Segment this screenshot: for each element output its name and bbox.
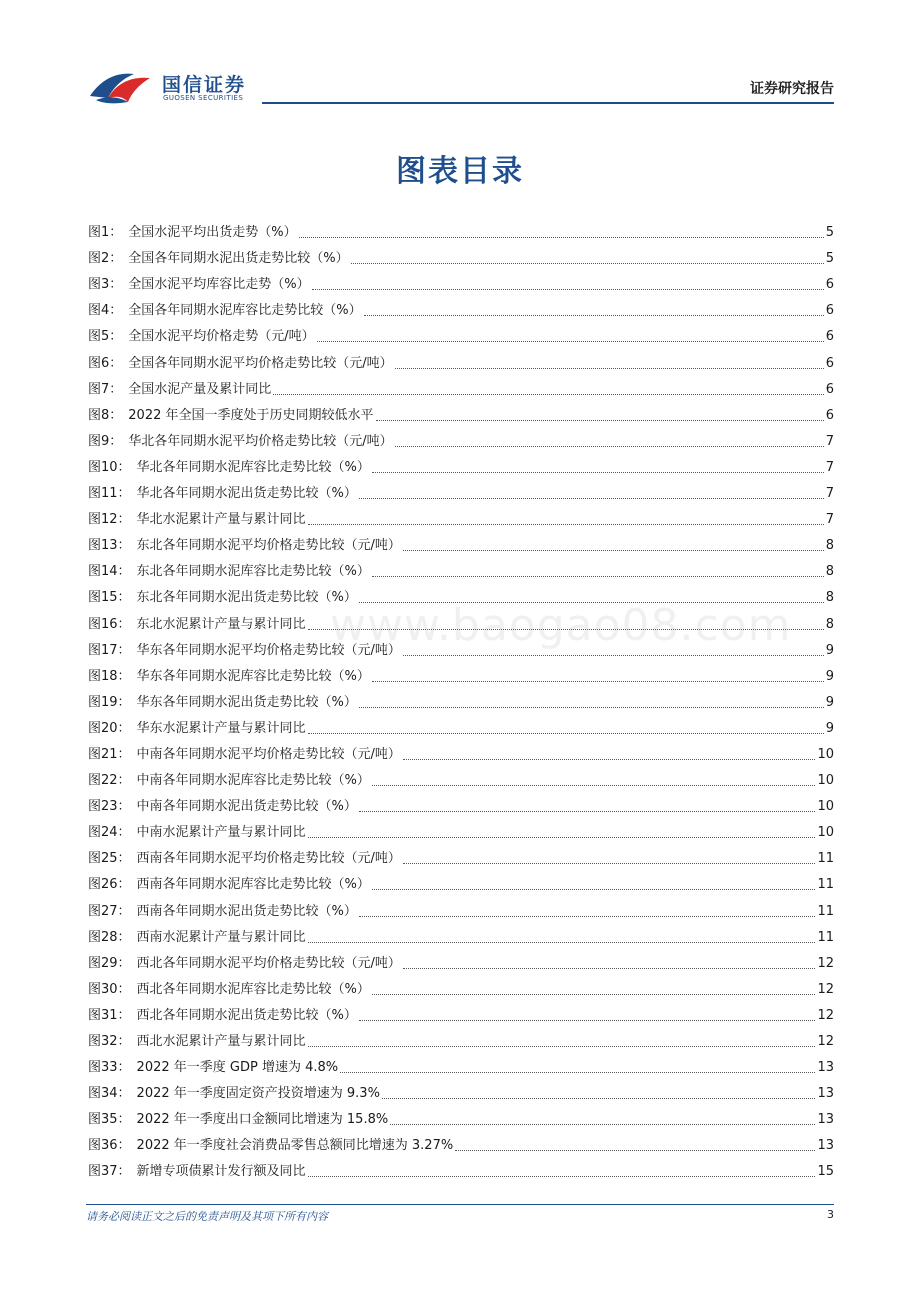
toc-entry[interactable]	[88, 477, 834, 503]
toc-entry[interactable]	[88, 842, 834, 868]
toc-dot-leader	[372, 575, 824, 577]
toc-figure-label: 图16：	[88, 616, 131, 632]
toc-entry[interactable]	[88, 451, 834, 477]
toc-entry[interactable]	[88, 503, 834, 529]
toc-dot-leader	[403, 967, 816, 969]
toc-figure-label: 图32：	[88, 1034, 131, 1049]
toc-entry[interactable]	[88, 1129, 834, 1155]
toc-figure-title[interactable]: 中南各年同期水泥出货走势比较（%）	[136, 799, 357, 815]
toc-figure-label: 图8：	[88, 407, 123, 423]
toc-figure-title[interactable]: 2022 年全国一季度处于历史同期较低水平	[128, 407, 374, 423]
toc-figure-title[interactable]: 华东各年同期水泥平均价格走势比较（元/吨）	[136, 642, 401, 658]
toc-dot-leader	[395, 445, 824, 447]
toc-dot-leader	[308, 836, 816, 838]
toc-dot-leader	[376, 419, 824, 421]
toc-page-number[interactable]: 12	[817, 955, 834, 971]
toc-page-number[interactable]: 12	[817, 1034, 834, 1049]
toc-page-number[interactable]: 6	[825, 329, 834, 345]
toc-figure-label: 图11：	[88, 486, 131, 502]
toc-entry[interactable]	[88, 1155, 834, 1181]
toc-figure-label: 图18：	[88, 668, 131, 684]
toc-entry[interactable]	[88, 294, 834, 320]
footer-disclaimer: 请务必阅读正文之后的免责声明及其项下所有内容	[86, 1210, 328, 1223]
toc-figure-label: 图1：	[88, 225, 123, 241]
toc-dot-leader	[403, 758, 816, 760]
toc-page-number[interactable]: 6	[825, 355, 834, 371]
toc-page-number[interactable]: 12	[817, 981, 834, 997]
toc-page-number[interactable]: 8	[825, 590, 834, 606]
toc-figure-label: 图7：	[88, 381, 123, 397]
toc-figure-label: 图2：	[88, 251, 123, 267]
toc-figure-label: 图28：	[88, 929, 131, 945]
toc-entry[interactable]	[88, 738, 834, 764]
toc-page-number[interactable]: 10	[817, 746, 834, 762]
toc-figure-title[interactable]: 新增专项债累计发行额及同比	[136, 1164, 306, 1180]
toc-entry[interactable]	[88, 999, 834, 1025]
toc-page-number[interactable]: 7	[825, 512, 834, 528]
toc-entry[interactable]	[88, 346, 834, 372]
toc-figure-label: 图12：	[88, 512, 131, 528]
toc-figure-title[interactable]: 全国水泥平均价格走势（元/吨）	[128, 329, 315, 345]
toc-entry[interactable]	[88, 921, 834, 947]
toc-entry[interactable]	[88, 320, 834, 346]
toc-dot-leader	[308, 941, 816, 943]
footer-divider	[86, 1204, 834, 1205]
page-number: 3	[827, 1208, 834, 1221]
toc-dot-leader	[372, 993, 816, 995]
toc-dot-leader	[372, 680, 824, 682]
page-header	[86, 62, 834, 106]
toc-figure-title[interactable]: 西南各年同期水泥平均价格走势比较（元/吨）	[136, 851, 401, 867]
toc-dot-leader	[403, 862, 816, 864]
toc-figure-label: 图22：	[88, 773, 131, 789]
guosen-logo-icon	[88, 66, 154, 106]
toc-figure-label: 图14：	[88, 564, 131, 580]
toc-entry[interactable]	[88, 216, 834, 242]
toc-figure-title[interactable]: 全国各年同期水泥出货走势比较（%）	[128, 251, 349, 267]
toc-entry[interactable]	[88, 1025, 834, 1051]
toc-page-number[interactable]: 15	[817, 1164, 834, 1180]
toc-page-number[interactable]: 9	[825, 694, 834, 710]
toc-page-number[interactable]: 5	[825, 251, 834, 267]
toc-figure-title[interactable]: 2022 年一季度社会消费品零售总额同比增速为 3.27%	[136, 1138, 454, 1154]
toc-figure-title[interactable]: 西北水泥累计产量与累计同比	[136, 1034, 306, 1049]
toc-figure-title[interactable]: 全国各年同期水泥平均价格走势比较（元/吨）	[128, 355, 393, 371]
toc-entry[interactable]	[88, 712, 834, 738]
toc-entry[interactable]	[88, 425, 834, 451]
toc-figure-title[interactable]: 西南水泥累计产量与累计同比	[136, 929, 306, 945]
toc-dot-leader	[364, 314, 824, 316]
toc-figure-title[interactable]: 东北各年同期水泥出货走势比较（%）	[136, 590, 357, 606]
toc-dot-leader	[359, 706, 824, 708]
toc-page-number[interactable]: 13	[817, 1086, 834, 1102]
toc-dot-leader	[372, 784, 816, 786]
toc-dot-leader	[359, 1019, 816, 1021]
toc-dot-leader	[359, 915, 816, 917]
toc-page-number[interactable]: 13	[817, 1112, 834, 1128]
toc-page-number[interactable]: 8	[825, 564, 834, 580]
toc-page-number[interactable]: 6	[825, 407, 834, 423]
toc-dot-leader	[351, 262, 824, 264]
toc-figure-title[interactable]: 华东水泥累计产量与累计同比	[136, 720, 306, 736]
toc-page-number[interactable]: 13	[817, 1060, 834, 1076]
toc-dot-leader	[359, 810, 816, 812]
toc-figure-label: 图10：	[88, 459, 131, 475]
toc-figure-label: 图36：	[88, 1138, 131, 1154]
toc-entry[interactable]	[88, 268, 834, 294]
toc-page-number[interactable]: 13	[817, 1138, 834, 1154]
toc-figure-title[interactable]: 2022 年一季度出口金额同比增速为 15.8%	[136, 1112, 389, 1128]
page-title: 图表目录	[396, 154, 524, 189]
toc-figure-title[interactable]: 西南各年同期水泥库容比走势比较（%）	[136, 877, 370, 893]
toc-figure-label: 图33：	[88, 1060, 131, 1076]
toc-dot-leader	[308, 1175, 816, 1177]
toc-figure-title[interactable]: 华东各年同期水泥库容比走势比较（%）	[136, 668, 370, 684]
toc-figure-title[interactable]: 东北各年同期水泥库容比走势比较（%）	[136, 564, 370, 580]
toc-figure-label: 图35：	[88, 1112, 131, 1128]
toc-figure-label: 图26：	[88, 877, 131, 893]
toc-figure-title[interactable]: 全国水泥产量及累计同比	[128, 381, 272, 397]
toc-entry[interactable]	[88, 555, 834, 581]
toc-figure-label: 图20：	[88, 720, 131, 736]
toc-figure-label: 图13：	[88, 538, 131, 554]
toc-entry[interactable]	[88, 242, 834, 268]
toc-dot-leader	[359, 497, 824, 499]
toc-figure-label: 图31：	[88, 1007, 131, 1023]
toc-figure-title[interactable]: 中南水泥累计产量与累计同比	[136, 825, 306, 841]
toc-page-number[interactable]: 12	[817, 1007, 834, 1023]
toc-dot-leader	[273, 393, 823, 395]
toc-figure-title[interactable]: 西南各年同期水泥出货走势比较（%）	[136, 903, 357, 919]
toc-figure-title[interactable]: 2022 年一季度固定资产投资增速为 9.3%	[136, 1086, 380, 1102]
toc-dot-leader	[403, 549, 824, 551]
toc-figure-label: 图37：	[88, 1164, 131, 1180]
figure-index-list	[88, 216, 834, 1181]
toc-dot-leader	[312, 288, 824, 290]
toc-figure-title[interactable]: 华东各年同期水泥出货走势比较（%）	[136, 694, 357, 710]
toc-entry[interactable]	[88, 1077, 834, 1103]
toc-page-number[interactable]: 10	[817, 773, 834, 789]
toc-figure-title[interactable]: 全国水泥平均库容比走势（%）	[128, 277, 310, 293]
toc-figure-label: 图9：	[88, 433, 123, 449]
toc-page-number[interactable]: 11	[817, 851, 834, 867]
toc-figure-label: 图30：	[88, 981, 131, 997]
toc-figure-label: 图21：	[88, 746, 131, 762]
toc-dot-leader	[372, 888, 816, 890]
toc-dot-leader	[340, 1071, 815, 1073]
toc-figure-title[interactable]: 西北各年同期水泥出货走势比较（%）	[136, 1007, 357, 1023]
toc-figure-label: 图23：	[88, 799, 131, 815]
toc-page-number[interactable]: 8	[825, 538, 834, 554]
toc-page-number[interactable]: 5	[825, 225, 834, 241]
toc-figure-label: 图17：	[88, 642, 131, 658]
toc-page-number[interactable]: 7	[825, 486, 834, 502]
toc-entry[interactable]	[88, 686, 834, 712]
toc-page-number[interactable]: 9	[825, 720, 834, 736]
toc-figure-label: 图4：	[88, 303, 123, 319]
toc-figure-title[interactable]: 华北各年同期水泥出货走势比较（%）	[136, 486, 357, 502]
toc-entry[interactable]	[88, 973, 834, 999]
toc-figure-title[interactable]: 全国水泥平均出货走势（%）	[128, 225, 297, 241]
toc-page-number[interactable]: 11	[817, 877, 834, 893]
toc-figure-title[interactable]: 中南各年同期水泥库容比走势比较（%）	[136, 773, 370, 789]
toc-page-number[interactable]: 7	[825, 433, 834, 449]
toc-figure-label: 图25：	[88, 851, 131, 867]
toc-figure-label: 图29：	[88, 955, 131, 971]
toc-figure-label: 图15：	[88, 590, 131, 606]
toc-dot-leader	[382, 1097, 816, 1099]
toc-figure-title[interactable]: 东北水泥累计产量与累计同比	[136, 616, 306, 632]
toc-page-number[interactable]: 6	[825, 303, 834, 319]
toc-dot-leader	[308, 732, 824, 734]
toc-dot-leader	[403, 654, 824, 656]
toc-dot-leader	[308, 1045, 816, 1047]
toc-entry[interactable]	[88, 816, 834, 842]
toc-entry[interactable]	[88, 764, 834, 790]
report-type-label: 证券研究报告	[750, 81, 834, 97]
toc-page-number[interactable]: 10	[817, 825, 834, 841]
toc-page-number[interactable]: 8	[825, 616, 834, 632]
toc-dot-leader	[395, 367, 824, 369]
toc-dot-leader	[372, 471, 824, 473]
toc-entry[interactable]	[88, 868, 834, 894]
brand-name-cn: 国信证券	[162, 74, 247, 96]
toc-figure-title[interactable]: 华北水泥累计产量与累计同比	[136, 512, 306, 528]
toc-figure-title[interactable]: 中南各年同期水泥平均价格走势比较（元/吨）	[136, 746, 401, 762]
toc-page-number[interactable]: 7	[825, 459, 834, 475]
toc-dot-leader	[299, 236, 824, 238]
toc-dot-leader	[455, 1149, 815, 1151]
toc-dot-leader	[308, 523, 824, 525]
toc-entry[interactable]	[88, 1103, 834, 1129]
toc-entry[interactable]	[88, 894, 834, 920]
toc-entry[interactable]	[88, 399, 834, 425]
toc-page-number[interactable]: 9	[825, 668, 834, 684]
toc-figure-label: 图6：	[88, 355, 123, 371]
toc-figure-title[interactable]: 西北各年同期水泥库容比走势比较（%）	[136, 981, 370, 997]
toc-page-number[interactable]: 10	[817, 799, 834, 815]
toc-figure-label: 图19：	[88, 694, 131, 710]
toc-page-number[interactable]: 6	[825, 277, 834, 293]
brand-name-en: GUOSEN SECURITIES	[163, 94, 244, 102]
toc-figure-title[interactable]: 东北各年同期水泥平均价格走势比较（元/吨）	[136, 538, 401, 554]
toc-page-number[interactable]: 11	[817, 929, 834, 945]
header-divider	[262, 102, 834, 104]
toc-entry[interactable]	[88, 790, 834, 816]
toc-page-number[interactable]: 9	[825, 642, 834, 658]
toc-page-number[interactable]: 11	[817, 903, 834, 919]
toc-figure-title[interactable]: 华北各年同期水泥平均价格走势比较（元/吨）	[128, 433, 393, 449]
toc-figure-label: 图27：	[88, 903, 131, 919]
toc-figure-title[interactable]: 西北各年同期水泥平均价格走势比较（元/吨）	[136, 955, 401, 971]
toc-figure-title[interactable]: 全国各年同期水泥库容比走势比较（%）	[128, 303, 362, 319]
toc-entry[interactable]	[88, 529, 834, 555]
toc-figure-label: 图5：	[88, 329, 123, 345]
toc-entry[interactable]	[88, 660, 834, 686]
toc-figure-title[interactable]: 2022 年一季度 GDP 增速为 4.8%	[136, 1060, 339, 1076]
toc-entry[interactable]	[88, 947, 834, 973]
toc-figure-title[interactable]: 华北各年同期水泥库容比走势比较（%）	[136, 459, 370, 475]
toc-figure-label: 图3：	[88, 277, 123, 293]
watermark: www.baogao08.com	[330, 600, 792, 651]
toc-page-number[interactable]: 6	[825, 381, 834, 397]
toc-entry[interactable]	[88, 373, 834, 399]
toc-entry[interactable]	[88, 1051, 834, 1077]
toc-dot-leader	[317, 340, 824, 342]
toc-figure-label: 图24：	[88, 825, 131, 841]
toc-dot-leader	[390, 1123, 815, 1125]
toc-figure-label: 图34：	[88, 1086, 131, 1102]
